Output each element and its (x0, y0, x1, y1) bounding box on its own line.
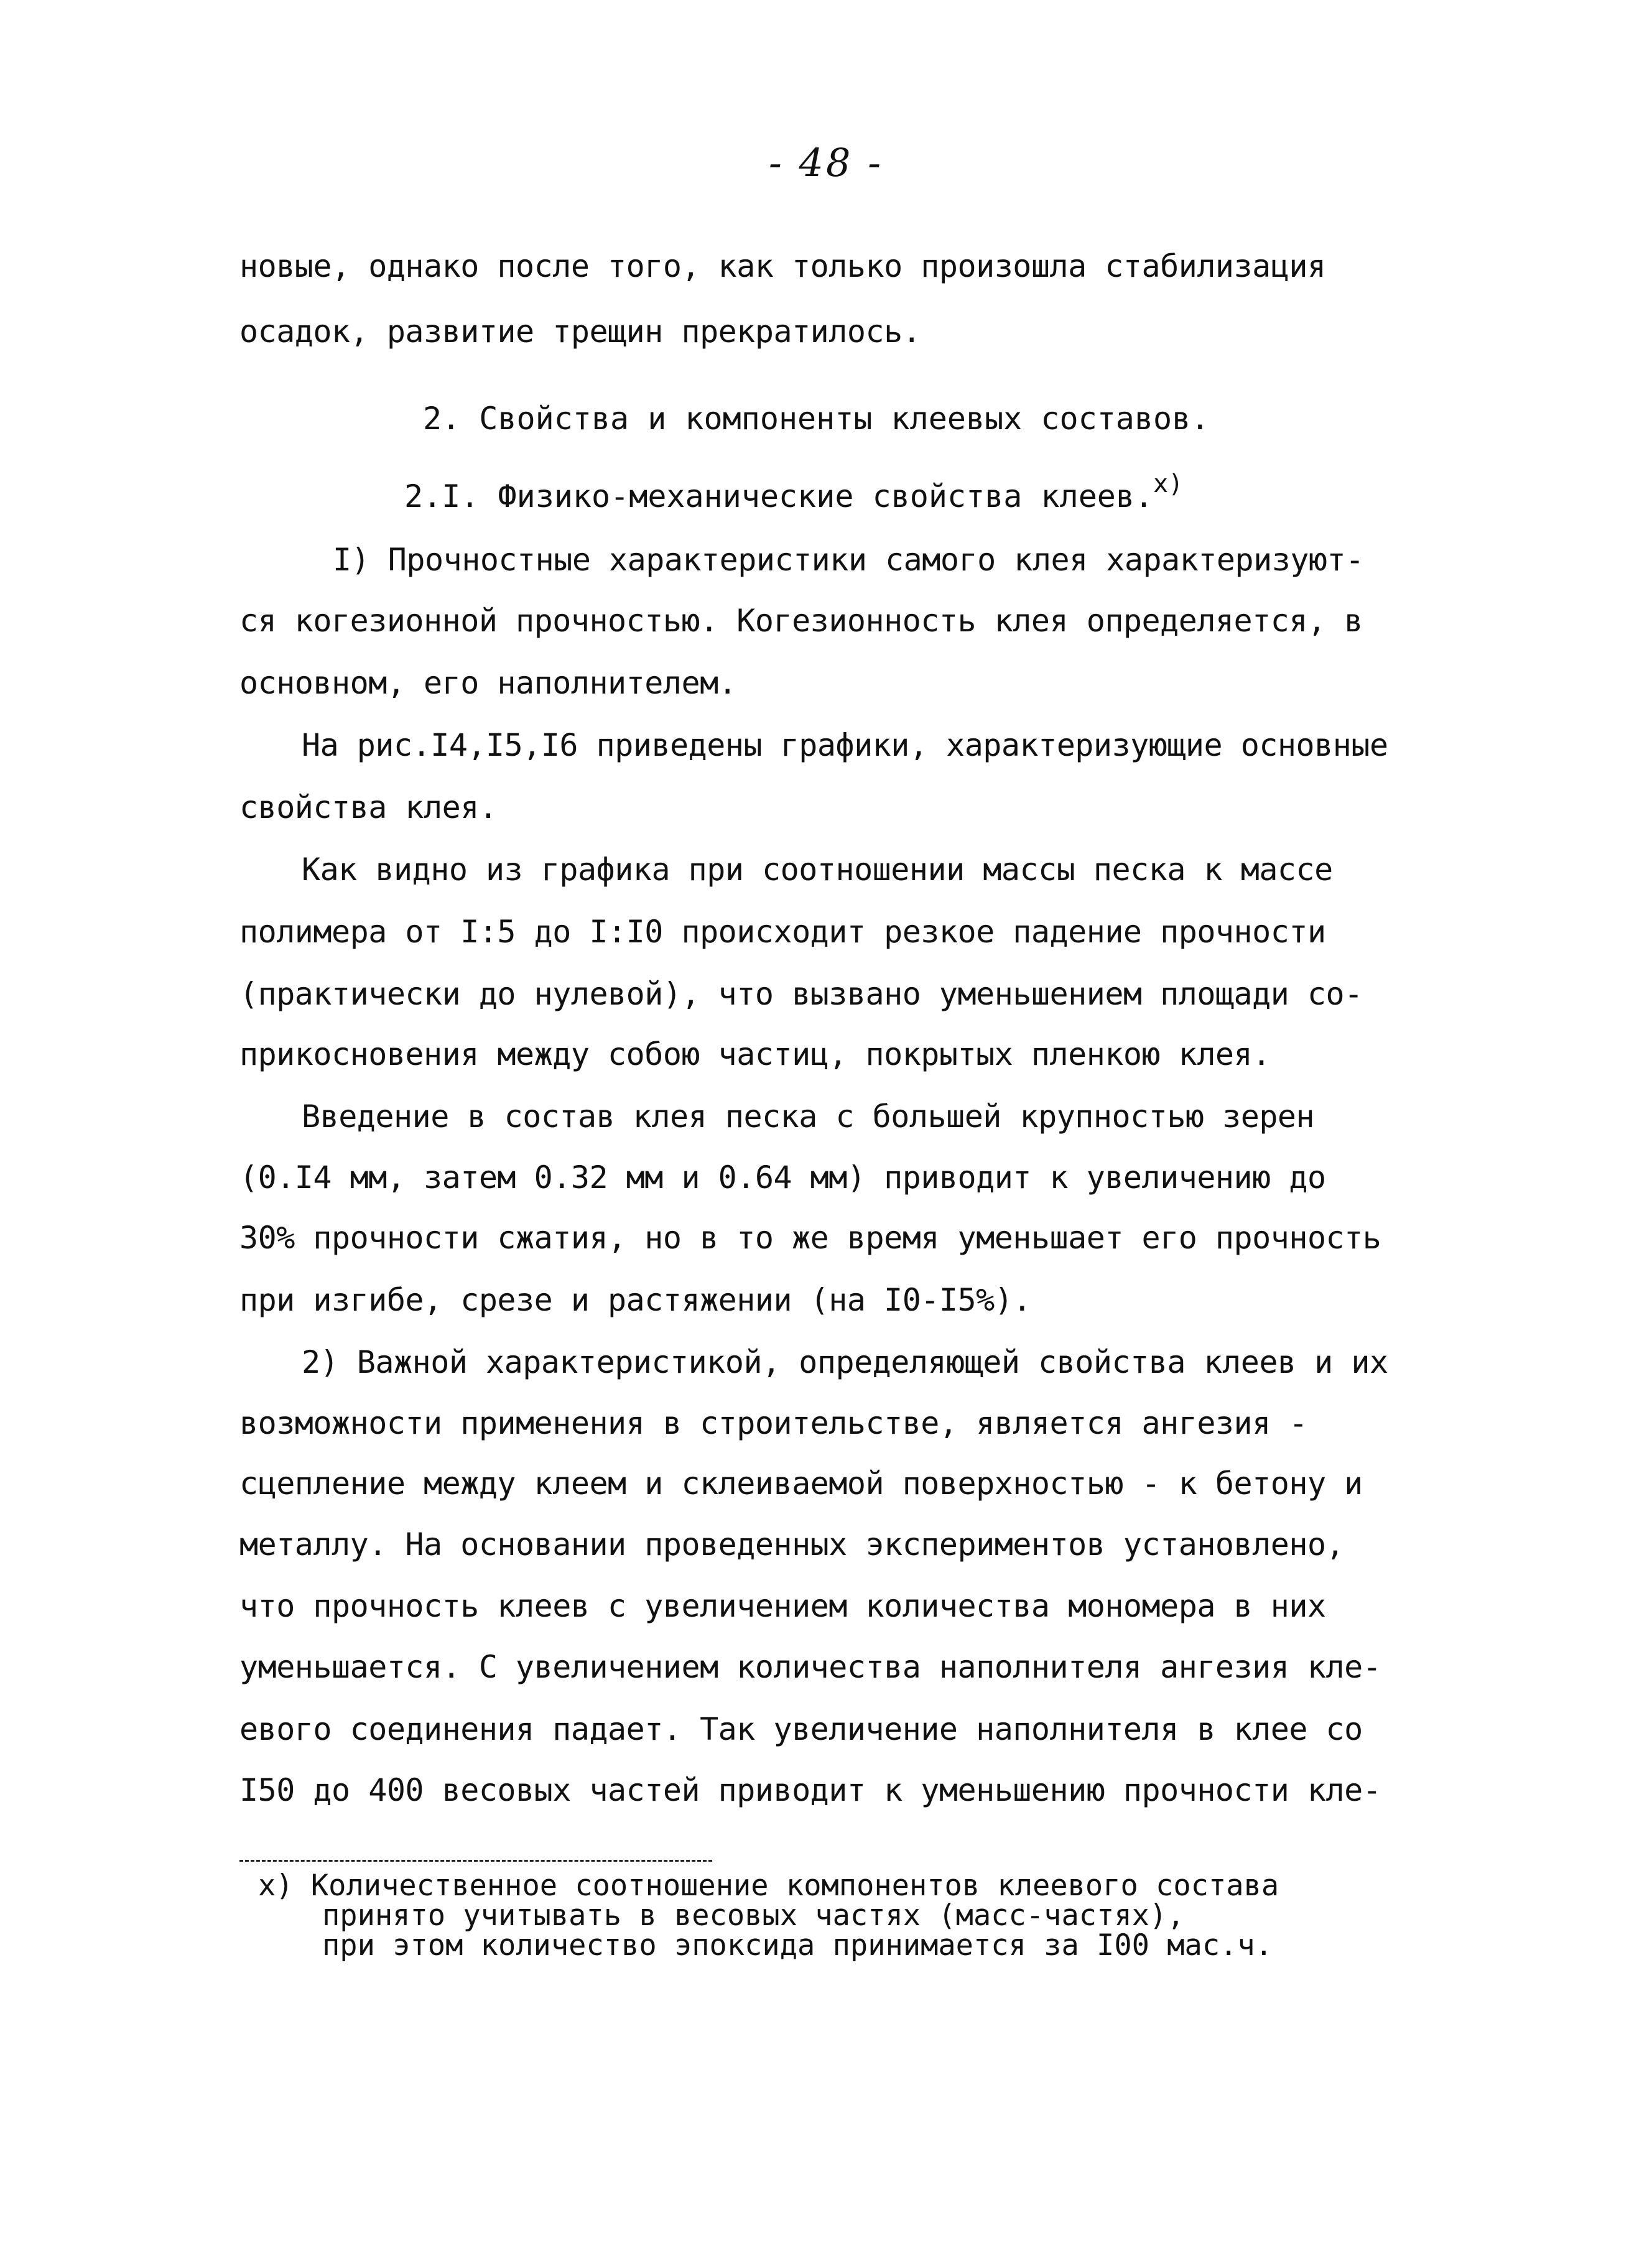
text-line: (0.I4 мм, затем 0.32 мм и 0.64 мм) приводит к увеличению до (239, 1159, 1326, 1196)
subsection-heading (404, 470, 1184, 518)
text-line: I50 до 400 весовых частей приводит к уменьшению прочности кле- (239, 1772, 1381, 1808)
footnote-mark: x) (1153, 470, 1184, 498)
text-line: Как видно из графика при соотношении массы песка к массе (302, 852, 1333, 888)
text-line: 30% прочности сжатия, но в то же время уменьшает его прочность (239, 1220, 1381, 1256)
text-line: I) Прочностные характеристики самого клея характеризуют- (333, 542, 1364, 578)
text-line: (практически до нулевой), что вызвано уменьшением площади со- (239, 976, 1363, 1012)
footnote-divider (239, 1860, 712, 1862)
footnote-line: принято учитывать в весовых частях (масс-частях), (322, 1898, 1185, 1933)
footnote-line: x) Количественное соотношение компонентов клеевого состава (258, 1869, 1279, 1903)
footnote-line: при этом количество эпоксида принимается за I00 мас.ч. (322, 1928, 1273, 1962)
text-line: основном, его наполнителем. (239, 665, 737, 701)
text-line: прикосновения между собою частиц, покрытых пленкою клея. (239, 1036, 1271, 1072)
text-line: 2) Важной характеристикой, определяющей свойства клеев и их (302, 1344, 1388, 1380)
text-line: что прочность клеев с увеличением количества мономера в них (239, 1588, 1326, 1624)
text-line: свойства клея. (239, 789, 498, 825)
text-line: уменьшается. С увеличением количества наполнителя ангезия кле- (239, 1649, 1381, 1685)
section-heading: 2. Свойства и компоненты клеевых составов. (423, 401, 1210, 437)
text-line: евого соединения падает. Так увеличение наполнителя в клее со (239, 1711, 1363, 1747)
text-line: при изгибе, срезе и растяжении (на I0-I5%). (239, 1282, 1031, 1318)
text-line: осадок, развитие трещин прекратилось. (239, 314, 921, 350)
text-line: ся когезионной прочностью. Когезионность клея определяется, в (239, 603, 1363, 639)
text-line: Введение в состав клея песка с большей крупностью зерен (302, 1098, 1315, 1135)
text-line: металлу. На основании проведенных экспериментов установлено, (239, 1526, 1345, 1563)
subsection-heading-text: 2.I. Физико-механические свойства клеев. (404, 478, 1154, 514)
page-number: - 48 - (768, 140, 884, 185)
text-line: возможности применения в строительстве, является ангезия - (239, 1405, 1307, 1441)
text-line: новые, однако после того, как только произошла стабилизация (239, 248, 1326, 284)
text-line: полимера от I:5 до I:I0 происходит резкое падение прочности (239, 914, 1326, 950)
text-line: сцепление между клеем и склеиваемой поверхностью - к бетону и (239, 1465, 1363, 1502)
text-line: На рис.I4,I5,I6 приведены графики, характеризующие основные (302, 727, 1388, 763)
